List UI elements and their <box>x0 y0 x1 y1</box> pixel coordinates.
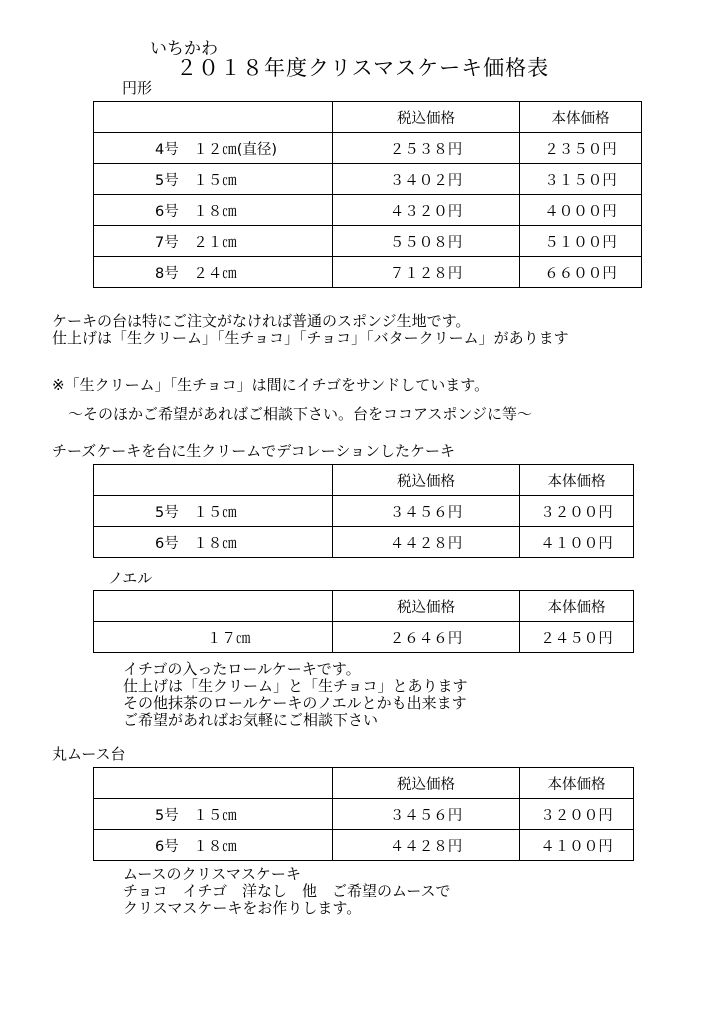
size-cell <box>94 527 333 558</box>
table-row <box>94 164 642 195</box>
table-header-row <box>94 465 634 496</box>
size-text: 7号 ２１㎝ <box>155 234 237 251</box>
table-row <box>94 195 642 226</box>
table-header-row <box>94 768 634 799</box>
base-price-cell: ６６００円 <box>520 257 642 288</box>
header-blank-cell <box>94 591 333 622</box>
remark-line: ～そのほかご希望があればご相談下さい。台をココアスポンジに等～ <box>68 405 533 423</box>
header-base-price: 本体価格 <box>520 102 642 133</box>
page-title: ２０１８年度クリスマスケーキ価格表 <box>176 56 550 80</box>
size-cell <box>94 799 333 830</box>
note-line: イチゴの入ったロールケーキです。 <box>123 660 361 678</box>
note-line: その他抹茶のロールケーキのノエルとかも出来ます <box>123 694 467 712</box>
base-price-cell: ４０００円 <box>520 195 642 226</box>
size-text: 5号 １５㎝ <box>155 172 237 189</box>
size-cell <box>94 257 333 288</box>
note-line: ムースのクリスマスケーキ <box>123 865 301 883</box>
tax-price-cell: ５５０８円 <box>333 226 520 257</box>
tax-price-cell: ４４２８円 <box>333 830 520 861</box>
base-price-cell: ４１００円 <box>520 830 634 861</box>
header-base-price: 本体価格 <box>520 465 634 496</box>
remark-line: ※「生クリーム」「生チョコ」は間にイチゴをサンドしています。 <box>52 376 490 394</box>
size-cell <box>94 226 333 257</box>
size-cell <box>94 496 333 527</box>
table-row <box>94 226 642 257</box>
table-row <box>94 527 634 558</box>
header-blank-cell <box>94 768 333 799</box>
table-row <box>94 830 634 861</box>
size-cell <box>94 195 333 226</box>
base-price-cell: ３２００円 <box>520 799 634 830</box>
size-text: 6号 １８㎝ <box>155 535 237 552</box>
tax-price-cell: ２６４６円 <box>333 622 520 653</box>
table-header-row <box>94 591 634 622</box>
header-tax-included: 税込価格 <box>333 102 520 133</box>
header-base-price: 本体価格 <box>520 768 634 799</box>
size-text: 6号 １８㎝ <box>155 203 237 220</box>
tax-price-cell: ２５３８円 <box>333 133 520 164</box>
table-row <box>94 133 642 164</box>
tax-price-cell: ３４０２円 <box>333 164 520 195</box>
size-text: １７㎝ <box>207 630 251 647</box>
size-cell <box>94 133 333 164</box>
tax-price-cell: ３４５６円 <box>333 496 520 527</box>
size-text: 5号 １５㎝ <box>155 807 237 824</box>
header-base-price: 本体価格 <box>520 591 634 622</box>
table-row <box>94 622 634 653</box>
header-blank-cell <box>94 102 333 133</box>
base-price-cell: ５１００円 <box>520 226 642 257</box>
size-text: 6号 １８㎝ <box>155 838 237 855</box>
table-row <box>94 257 642 288</box>
note-line: チョコ イチゴ 洋なし 他 ご希望のムースで <box>123 882 451 900</box>
section-label-round: 円形 <box>122 79 153 97</box>
note-line: 仕上げは「生クリーム」「生チョコ」「チョコ」「バタークリーム」があります <box>52 329 569 347</box>
base-price-cell: ３１５０円 <box>520 164 642 195</box>
section-label-noel: ノエル <box>108 569 153 587</box>
tax-price-cell: ４３２０円 <box>333 195 520 226</box>
size-cell <box>94 622 333 653</box>
note-line: ケーキの台は特にご注文がなければ普通のスポンジ生地です。 <box>52 312 471 330</box>
base-price-cell: ３２００円 <box>520 496 634 527</box>
tax-price-cell: ３４５６円 <box>333 799 520 830</box>
tax-price-cell: ７１２８円 <box>333 257 520 288</box>
shop-name: いちかわ <box>150 39 218 59</box>
header-tax-included: 税込価格 <box>333 465 520 496</box>
price-table-cheese <box>93 464 634 558</box>
note-line: クリスマスケーキをお作りします。 <box>123 899 362 917</box>
table-row <box>94 496 634 527</box>
header-tax-included: 税込価格 <box>333 768 520 799</box>
size-text: 8号 ２４㎝ <box>155 265 237 282</box>
size-cell <box>94 830 333 861</box>
section-label-mousse: 丸ムース台 <box>52 745 126 763</box>
header-blank-cell <box>94 465 333 496</box>
tax-price-cell: ４４２８円 <box>333 527 520 558</box>
price-table-mousse <box>93 767 634 861</box>
size-cell <box>94 164 333 195</box>
price-table-round <box>93 101 642 288</box>
section-label-cheese: チーズケーキを台に生クリームでデコレーションしたケーキ <box>52 442 456 460</box>
size-text: 4号 １２㎝(直径) <box>155 141 278 158</box>
base-price-cell: ２３５０円 <box>520 133 642 164</box>
table-row <box>94 799 634 830</box>
size-text: 5号 １５㎝ <box>155 504 237 521</box>
price-table-noel <box>93 590 634 653</box>
base-price-cell: ４１００円 <box>520 527 634 558</box>
note-line: ご希望があればお気軽にご相談下さい <box>123 711 379 729</box>
base-price-cell: ２４５０円 <box>520 622 634 653</box>
note-line: 仕上げは「生クリーム」と「生チョコ」とあります <box>123 677 468 695</box>
table-header-row <box>94 102 642 133</box>
header-tax-included: 税込価格 <box>333 591 520 622</box>
